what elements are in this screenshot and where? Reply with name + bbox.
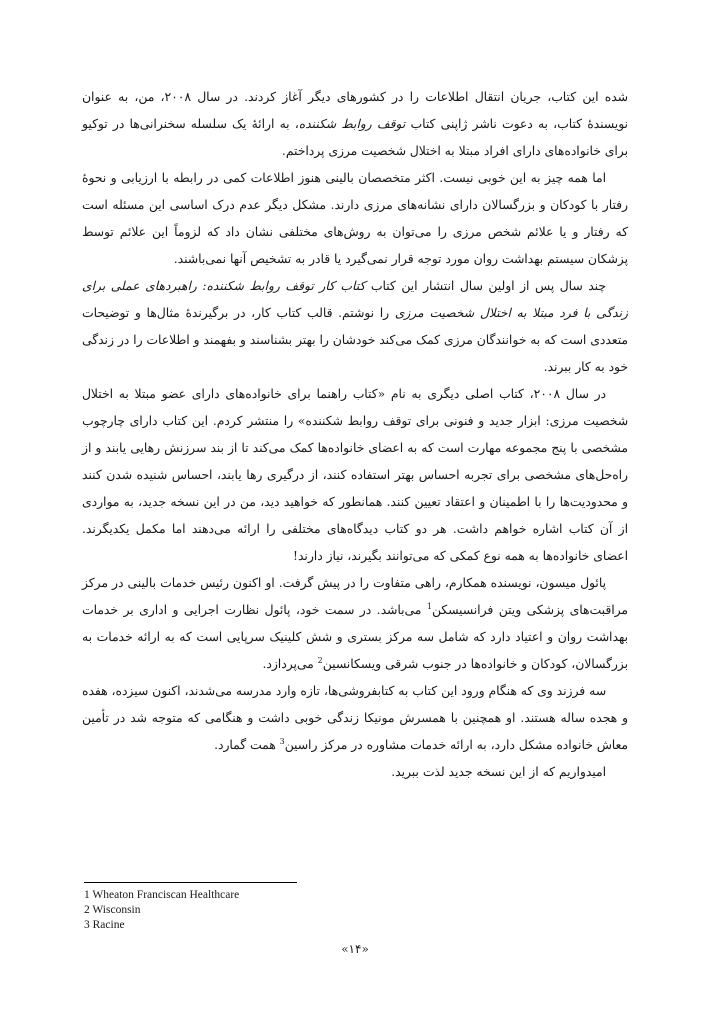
footnote-3: 3 Racine — [84, 919, 125, 931]
book-title: کتاب کار توقف روابط شکننده: راهبردهای عملی برای زندگی با فرد مبتلا به اختلال شخصیت مرزی — [82, 279, 628, 320]
text-run: سه فرزند وی که هنگام ورود این کتاب به کتابفروشی‌ها، تازه وارد مدرسه می‌شدند، اکنون سیزده، هفده و هجده ساله هستند. او همچنین با همسرش مونیکا زندگی خوبی داشت و هنگامی که متوجه شد در تأمین معاش خانواده مشکل دارد، به ارائه خدمات مشاوره در مرکز راسین — [82, 684, 628, 752]
paragraph — [82, 570, 628, 678]
text-run: همت گمارد. — [214, 738, 280, 752]
book-title: توقف روابط شکننده — [298, 117, 406, 131]
text-run: امیدواریم که از این نسخه جدید لذت ببرید. — [391, 765, 606, 779]
text-run: را نوشتم. قالب کتاب کار، در برگیرندهٔ مثال‌ها و توضیحات متعددی است که به خوانندگان مرزی کمک می‌کند خودشان را بهتر بشناسند و بفهمند و اطلاعات را در زندگی خود به کار ببرند. — [82, 306, 628, 374]
footnote-marker: 3 — [279, 736, 285, 746]
footnotes — [84, 888, 484, 933]
text-run: پائول میسون، نویسنده همکارم، راهی متفاوت را در پیش گرفت. او اکنون رئیس خدمات بالینی در مرکز مراقبت‌های پزشکی ویتن فرانسیسکن — [82, 576, 628, 617]
body-text — [82, 84, 628, 786]
text-run: ، به ارائهٔ یک سلسله سخنرانی‌ها در توکیو برای خانواده‌های دارای افراد مبتلا به اختلال شخصیت مرزی پرداختم. — [82, 117, 628, 158]
paragraph — [82, 273, 628, 381]
footnote-marker: 1 — [426, 601, 432, 611]
text-run: می‌پردازد. — [262, 657, 318, 671]
paragraph — [82, 678, 628, 759]
text-run: اما همه چیز به این خوبی نیست. اکثر متخصصان بالینی هنوز اطلاعات کمی در رابطه با ارزیابی و نحوهٔ رفتار با کودکان و بزرگسالان دارای نشانه‌های مرزی دارند. مشکل دیگر عدم درک اساسی این مسئله است که رفتار و یا علائم شخص مرزی را می‌توان به روش‌های مختلفی نشان داد که لزوماً این علائم توسط پزشکان سیستم بهداشت روان مورد توجه قرار نمی‌گیرد یا قادر به تشخیص آنها نمی‌باشند. — [82, 171, 628, 266]
footnote-2: 2 Wisconsin — [84, 904, 141, 916]
footnote-separator — [84, 882, 297, 883]
paragraph — [82, 759, 628, 786]
text-run: می‌باشد. در سمت خود، پائول نظارت اجرایی و اداری بر خدمات بهداشت روان و اعتیاد دارد که شامل سه مرکز بستری و شش کلینیک سرپایی است که به ارائه خدمات به بزرگسالان، کودکان و خانواده‌ها در جنوب شرقی ویسکانسین — [82, 603, 628, 671]
footnote-1: 1 Wheaton Franciscan Healthcare — [84, 889, 240, 901]
page-number: «۱۴» — [341, 942, 369, 956]
paragraph — [82, 84, 628, 165]
text-run: شده این کتاب، جریان انتقال اطلاعات را در کشورهای دیگر آغاز کردند. در سال ۲۰۰۸، من، به عنوان نویسندهٔ کتاب، به دعوت ناشر ژاپنی کتاب — [82, 90, 628, 131]
footnote-marker: 2 — [317, 655, 323, 665]
paragraph — [82, 165, 628, 273]
text-run: چند سال پس از اولین سال انتشار این کتاب — [365, 279, 606, 293]
paragraph — [82, 381, 628, 570]
text-run: در سال ۲۰۰۸، کتاب اصلی دیگری به نام «کتاب راهنما برای خانواده‌های دارای عضو مبتلا به اختلال شخصیت مرزی: ابزار جدید و فنونی برای توقف روابط شکننده» را منتشر کردم. این کتاب دارای چارچوب مشخصی با پنج مجموعه مهارت است که به اعضای خانواده‌ها کمک می‌کند تا از بند سرزنش رهایی یابند و از راه‌حل‌های مشخصی برای تجربه احساس بهتر استفاده کنند، از درگیری رها یابند، احساس شنیده شدن کنند و محدودیت‌ها را با اطمینان و اعتقاد تعیین کنند. همانطور که خواهید دید، من در این نسخه جدید، به مواردی از آن کتاب اشاره خواهم داشت. هر دو کتاب دیدگاه‌های مختلفی را ارائه می‌دهند اما مکمل یکدیگرند. اعضای خانواده‌ها به همه نوع کمکی که می‌توانند بگیرند، نیاز دارند! — [82, 387, 628, 563]
